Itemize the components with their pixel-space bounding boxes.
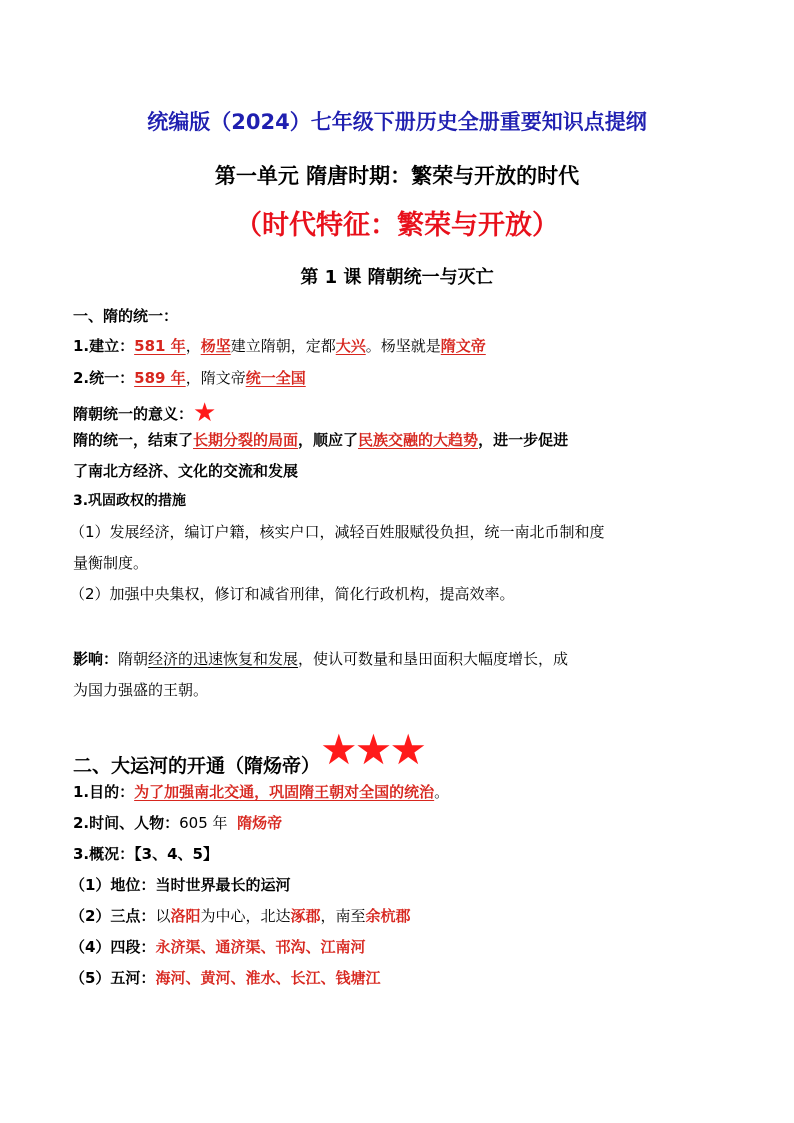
o3-text: 永济渠、通济渠、邗沟、江南河 [155, 938, 366, 956]
unify-year: 589 年 [134, 369, 186, 387]
section2-heading-line [73, 725, 424, 782]
sig-key2: 民族交融的大趋势 [358, 431, 479, 449]
significance-line [73, 396, 216, 426]
section2-heading: 二、大运河的开通（隋炀帝） [73, 755, 321, 777]
founding-text2: 。杨坚就是 [365, 337, 441, 355]
o2-city2: 涿郡 [290, 907, 321, 925]
impact-label: 影响： [73, 650, 119, 668]
significance-text-line2: 了南北方经济、文化的交流和发展 [73, 462, 299, 480]
section1-heading: 一、隋的统一： [73, 307, 179, 325]
unify-text1: ，隋文帝 [185, 369, 246, 387]
three-star-icon: ★★★ [320, 725, 424, 774]
o3-label: （4）四段： [70, 938, 156, 956]
unify-line [73, 367, 306, 388]
measure2: （2）加强中央集权，修订和减省刑律，简化行政机构，提高效率。 [70, 585, 515, 603]
significance-text-line1 [73, 429, 568, 450]
impact-line2: 为国力强盛的王朝。 [73, 681, 209, 699]
sig-key1: 长期分裂的局面 [193, 431, 299, 449]
o4-text: 海河、黄河、淮水、长江、钱塘江 [155, 969, 381, 987]
time-label: 2.时间、人物： [73, 814, 180, 832]
o4-label: （5）五河： [70, 969, 156, 987]
overview-item4 [70, 967, 380, 988]
o2-city3: 余杭郡 [365, 907, 411, 925]
founding-year: 581 年 [134, 337, 186, 355]
time-year: 605 年 [179, 814, 228, 832]
sig-text2: ，顺应了 [298, 431, 359, 449]
unit-title: 第一单元 隋唐时期：繁荣与开放的时代 [214, 164, 580, 188]
o2-city1: 洛阳 [170, 907, 201, 925]
emperor-name: 隋文帝 [440, 337, 486, 355]
founding-line [73, 335, 486, 356]
overview-heading: 3.概况：【3、4、5】 [73, 845, 218, 863]
overview-item2 [70, 905, 411, 926]
o2-text2: 为中心，北达 [200, 907, 291, 925]
time-person: 隋炀帝 [237, 814, 283, 832]
capital-name: 大兴 [335, 337, 366, 355]
o2-text1: 以 [155, 907, 171, 925]
time-line [73, 812, 282, 833]
measure1-line1: （1）发展经济，编订户籍，核实户口，减轻百姓服赋役负担，统一南北币制和度 [70, 523, 605, 541]
unify-label: 2.统一： [73, 369, 135, 387]
overview-item3 [70, 936, 365, 957]
measure1-line2: 量衡制度。 [73, 554, 149, 572]
o2-label: （2）三点： [70, 907, 156, 925]
document-title: 统编版（2024）七年级下册历史全册重要知识点提纲 [147, 110, 647, 134]
era-feature: （时代特征：繁荣与开放） [235, 210, 559, 241]
o2-text3: ，南至 [320, 907, 366, 925]
o1-text: 当时世界最长的运河 [155, 876, 291, 894]
purpose-line [73, 781, 449, 802]
o1-label: （1）地位： [70, 876, 156, 894]
founder-name: 杨坚 [200, 337, 231, 355]
significance-label: 隋朝统一的意义： [73, 405, 194, 423]
founding-sep: ， [185, 337, 201, 355]
impact-text1: 隋朝 [118, 650, 149, 668]
impact-key: 经济的迅速恢复和发展 [148, 650, 299, 668]
star-icon: ★ [193, 398, 217, 428]
lesson-title: 第 1 课 隋朝统一与灭亡 [300, 267, 494, 288]
sig-text1: 隋的统一，结束了 [73, 431, 194, 449]
measures-heading: 3.巩固政权的措施 [73, 493, 187, 509]
founding-text1: 建立隋朝，定都 [230, 337, 336, 355]
impact-text2: ，使认可数量和垦田面积大幅度增长，成 [298, 650, 569, 668]
purpose-text: 为了加强南北交通，巩固隋王朝对全国的统治 [134, 783, 435, 801]
founding-label: 1.建立： [73, 337, 135, 355]
unify-event: 统一全国 [245, 369, 306, 387]
purpose-end: 。 [434, 783, 450, 801]
impact-line1 [73, 648, 568, 669]
purpose-label: 1.目的： [73, 783, 135, 801]
overview-item1 [70, 874, 290, 895]
sig-text3: ，进一步促进 [478, 431, 569, 449]
